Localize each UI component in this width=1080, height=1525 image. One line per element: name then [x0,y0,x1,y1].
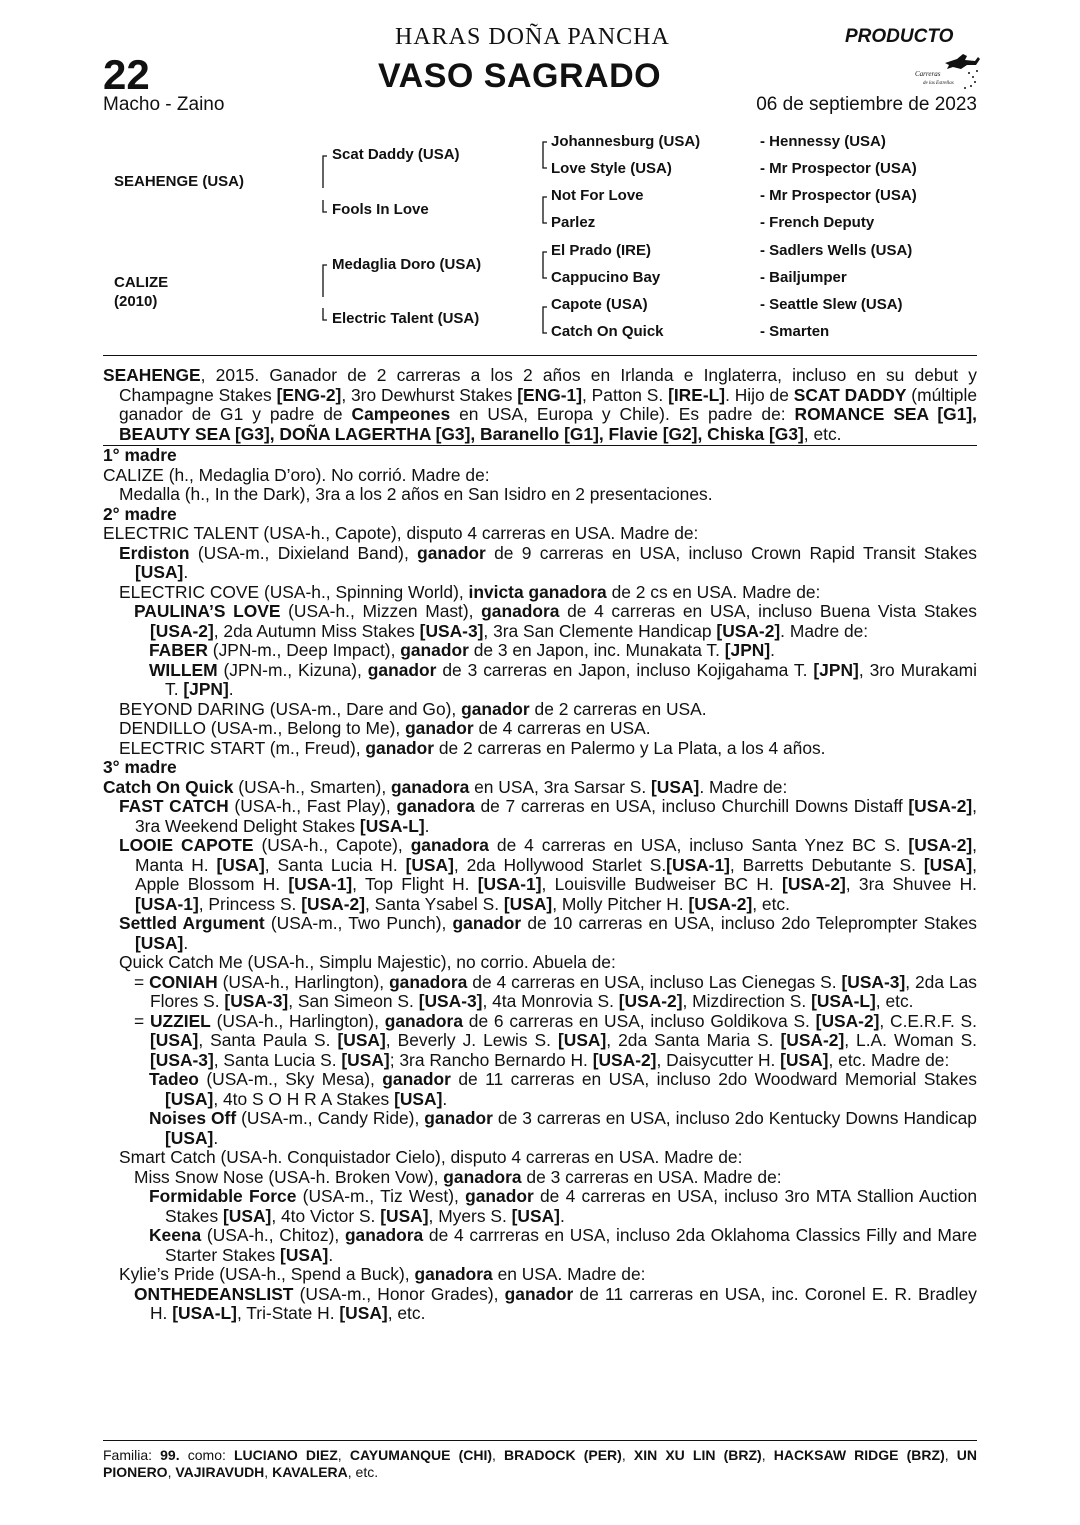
bold-text: LUCIANO DIEZ [234,1447,338,1463]
bold-text: VAJIRAVUDH [175,1464,265,1480]
bold-text: ganador [461,698,530,719]
bold-text: XIN XU LIN (BRZ) [633,1447,762,1463]
bold-text: UZZIEL [149,1010,211,1031]
bold-text: [USA] [165,1127,214,1148]
bold-text: [USA-2] [908,835,973,855]
progeny-entry: ELECTRIC COVE (USA-h., Spinning World), invicta ganadora de 2 cs en USA. Madre de: [119,581,821,602]
bold-text: ganadora [391,776,470,797]
bold-text: HACKSAW RIDGE (BRZ) [773,1447,945,1463]
pedigree-gen3-6: Cappucino Bay [551,269,661,286]
pedigree-gen3-7: Capote (USA) [551,296,648,313]
pedigree-gen2-4: Electric Talent (USA) [332,310,480,327]
progeny-entry: Catch On Quick (USA-h., Smarten), ganadora en USA, 3ra Sarsar S. [USA]. Madre de: [103,776,788,797]
pedigree-gen4-7: - Seattle Slew (USA) [760,296,903,313]
progeny-entry: Tadeo (USA-m., Sky Mesa), ganador de 11 carreras en USA, incluso 2do Woodward Memorial Stakes [USA], 4to S O H R A Stakes [USA]. [149,1069,977,1109]
haras-name: HARAS DOÑA PANCHA [395,24,670,50]
catalog-body [103,366,977,1324]
bold-text: [ENG-1] [517,384,582,405]
bold-text: Campeones [351,404,451,424]
progeny-entry: Keena (USA-h., Chitoz), ganadora de 4 carrreras en USA, incluso 2da Oklahoma Classics Filly and Mare Starter Stakes [USA]. [149,1225,977,1265]
progeny-entry: Miss Snow Nose (USA-h. Broken Vow), ganadora de 3 carreras en USA. Madre de: [134,1166,782,1187]
bold-text: [USA-2] [688,893,753,914]
progeny-entry: Formidable Force (USA-m., Tiz West), ganador de 4 carreras en USA, incluso 3ro MTA Stallion Auction Stakes [USA], 4to Victor S. [USA], Myers S. [USA]. [149,1186,977,1226]
bold-text: ROMANCE SEA [G1], BEAUTY SEA [G3], DOÑA LAGERTHA [G3], Baranello [G1], Flavie [G2], Chiska [G3] [119,404,977,444]
bold-text: ganador [452,913,522,933]
progeny-entry: LOOIE CAPOTE (USA-h., Capote), ganadora de 4 carreras en USA, incluso Santa Ynez BC S. [USA-2], Manta H. [USA], Santa Lucia H. [USA], 2da Hollywood Starlet S.[USA-1], Barretts Debutante S. [USA], Apple Blossom H. [USA-1], Top Flight H. [USA-1], Louisville Budweiser BC H. [USA-2], 3ra Shuvee H. [USA-1], Princess S. [USA-2], Santa Ysabel S. [USA], Molly Pitcher H. [USA-2], etc. [119,835,978,914]
bold-text: [USA-2] [780,1030,845,1050]
pedigree-gen4-3: - Mr Prospector (USA) [760,187,917,204]
bold-text: ganador [400,640,469,660]
female-family [103,446,977,1324]
bold-text: [USA-L] [359,815,425,836]
bold-text: [USA-2] [782,874,846,894]
progeny-entry: Quick Catch Me (USA-h., Simplu Majestic), no corrio. Abuela de: [119,952,616,972]
family-footer: Familia: 99. como: LUCIANO DIEZ, CAYUMANQUE (CHI), BRADOCK (PER), XIN XU LIN (BRZ), HACKSAW RIDGE (BRZ), UN PIONERO, VAJIRAVUDH, KAVALERA, etc. [103,1447,978,1480]
bold-text: Catch On Quick [103,776,234,797]
pedigree-gen3-2: Love Style (USA) [551,160,672,177]
bold-text: [USA] [337,1030,386,1050]
bold-text: [USA-3] [419,620,484,641]
pedigree-gen2-3: Medaglia Doro (USA) [332,256,482,273]
progeny-entry: = CONIAH (USA-h., Harlington), ganadora de 4 carreras en USA, incluso Las Cienegas S. [USA-3], 2da Las Flores S. [USA-3], San Simeon S. [USA-3], 4ta Monrovia S. [USA-2], Mizdirection S. [USA-L], etc. [134,971,977,1011]
logo-text-1: Carreras [915,70,941,78]
progeny-entry: ONTHEDEANSLIST (USA-m., Honor Grades), ganador de 11 carreras en USA, inc. Coronel E. R. Bradley H. [USA-L], Tri-State H. [USA], etc. [134,1283,977,1323]
bold-text: Settled Argument [119,913,265,933]
progeny-entry: DENDILLO (USA-m., Belong to Me), ganador de 4 carreras en USA. [119,718,651,738]
bold-text: [USA] [135,932,184,953]
bold-text: KAVALERA [272,1464,348,1480]
logo-text-2: de las Estrellas [923,81,954,86]
bold-text: [JPN] [724,640,771,660]
pedigree-gen4-6: - Bailjumper [760,269,847,286]
bold-text: ganadora [396,796,475,816]
bold-text: ganador [417,542,486,563]
bold-text: [USA-2] [150,620,214,641]
pedigree-gen3-3: Not For Love [551,187,644,204]
progeny-entry: Erdiston (USA-m., Dixieland Band), ganador de 9 carreras en USA, incluso Crown Rapid Transit Stakes [USA]. [119,542,977,582]
bold-text: ganadora [443,1166,522,1187]
pedigree-gen4-4: - French Deputy [760,214,875,231]
bold-text: ganador [382,1069,451,1089]
bold-text: [USA] [405,854,454,875]
bold-text: [USA] [216,854,265,875]
divider-bottom [103,1440,977,1441]
bold-text: [USA] [511,1205,560,1226]
bold-text: [USA-2] [618,991,683,1011]
progeny-entry: Medalla (h., In the Dark), 3ra a los 2 años en San Isidro en 2 presentaciones. [119,484,713,504]
bold-text: ONTHEDEANSLIST [134,1283,294,1304]
bold-text: Tadeo [149,1069,199,1089]
bold-text: ganadora [389,971,468,992]
bold-text: [USA] [394,1088,443,1109]
bold-text: ganador [424,1108,493,1128]
bold-text: WILLEM [149,659,218,680]
bold-text: [USA] [135,562,184,582]
bold-text: ganador [405,718,474,738]
bold-text: [USA] [341,1049,390,1070]
bold-text: FABER [149,640,208,660]
lot-number: 22 [103,51,150,98]
pedigree-gen4-5: - Sadlers Wells (USA) [760,242,913,259]
bold-text: FAST CATCH [119,796,229,816]
bold-text: [USA] [165,1088,214,1109]
sire-paragraph: SEAHENGE, 2015. Ganador de 2 carreras a los 2 años en Irlanda e Inglaterra, incluso en su debut y Champagne Stakes [ENG-2], 3ro Dewhurst Stakes [ENG-1], Patton S. [IRE-L]. Hijo de SCAT DADDY (múltiple ganador de G1 y padre de Campeones en USA, Europa y Chile). Es padre de: ROMANCE SEA [G1], BEAUTY SEA [G3], DOÑA LAGERTHA [G3], Baranello [G1], Flavie [G2], Chiska [G3], etc. [103,365,978,444]
pedigree-gen2-2: Fools In Love [332,201,429,218]
bold-text: CONIAH [149,971,218,992]
bold-text: ganadora [410,835,489,855]
bold-text: [JPN] [183,679,229,699]
bold-text: 99. [160,1447,180,1463]
pedigree-dam-name: CALIZE [114,274,169,291]
progeny-entry: FAST CATCH (USA-h., Fast Play), ganadora de 7 carreras en USA, incluso Churchill Downs Distaff [USA-2], 3ra Weekend Delight Stakes [USA-L]. [119,796,977,836]
bold-text: [ENG-2] [276,384,342,405]
horse-name: VASO SAGRADO [378,57,662,95]
bold-text: PAULINA’S LOVE [134,601,281,621]
progeny-entry: Smart Catch (USA-h. Conquistador Cielo), disputo 4 carreras en USA. Madre de: [119,1147,743,1167]
bold-text: ganador [367,659,437,680]
product-badge: PRODUCTO [845,26,954,47]
pedigree-sire: SEAHENGE (USA) [114,173,245,190]
bold-text: [USA] [780,1049,829,1070]
pedigree-gen3-4: Parlez [551,214,596,231]
section-heading: 2° madre [103,503,177,524]
pedigree-gen3-1: Johannesburg (USA) [551,133,701,150]
bold-text: SCAT DADDY [793,384,907,405]
progeny-entry: ELECTRIC START (m., Freud), ganador de 2 carreras en Palermo y La Plata, a los 4 años. [119,737,826,758]
pedigree-gen3-8: Catch On Quick [551,323,664,340]
bold-text: [USA] [503,893,553,914]
bold-text: [JPN] [813,659,859,680]
section-heading: 3° madre [103,757,177,777]
progeny-entry: BEYOND DARING (USA-m., Dare and Go), ganador de 2 carreras en USA. [119,698,707,719]
pedigree-gen2-1: Scat Daddy (USA) [332,146,460,163]
bold-text: ganador [365,737,435,758]
bold-text: Formidable Force [149,1186,297,1206]
bold-text: [USA-1] [135,893,199,914]
bold-text: [USA] [923,854,973,875]
bold-text: [USA] [280,1244,329,1265]
progeny-entry: Settled Argument (USA-m., Two Punch), ganador de 10 carreras en USA, incluso 2do Teleprompter Stakes [USA]. [119,913,977,953]
section-heading: 1° madre [103,445,177,465]
progeny-entry: = UZZIEL (USA-h., Harlington), ganadora de 6 carreras en USA, incluso Goldikova S. [USA-2], C.E.R.F. S. [USA], Santa Paula S. [USA], Beverly J. Lewis S. [USA], 2da Santa Maria S. [USA-2], L.A. Woman S. [USA-3], Santa Lucia S. [USA]; 3ra Rancho Bernardo H. [USA-2], Daisycutter H. [USA], etc. Madre de: [134,1010,978,1070]
bold-text: [USA] [339,1303,388,1323]
pedigree-dam [114,273,168,311]
progeny-entry: Noises Off (USA-m., Candy Ride), ganador de 3 carreras en USA, incluso 2do Kentucky Downs Handicap [USA]. [149,1108,977,1148]
bold-text: [USA-1] [288,874,353,894]
progeny-entry: CALIZE (h., Medaglia D’oro). No corrió. Madre de: [103,464,490,485]
bold-text: [USA-3] [224,991,289,1011]
bold-text: [USA] [651,776,700,797]
bold-text: [USA-3] [418,991,483,1011]
bold-text: BRADOCK (PER) [504,1447,622,1463]
bold-text: [USA-1] [666,854,730,875]
sex-coat: Macho - Zaino [103,94,225,115]
bold-text: ganador [504,1283,574,1304]
bold-text: UN PIONERO [103,1447,978,1480]
pedigree-gen3-5: El Prado (IRE) [551,242,652,259]
pedigree-gen4-2: - Mr Prospector (USA) [760,160,917,177]
bold-text: ganadora [344,1225,424,1245]
bold-text: [USA-3] [150,1049,214,1070]
progeny-entry: PAULINA’S LOVE (USA-h., Mizzen Mast), ganadora de 4 carreras en USA, incluso Buena Vista Stakes [USA-2], 2da Autumn Miss Stakes [USA-3], 3ra San Clemente Handicap [USA-2]. Madre de: [134,601,977,641]
bold-text: ganadora [481,601,560,621]
carreras-logo-icon [905,51,981,91]
pedigree-gen4-8: - Smarten [760,323,830,340]
bold-text: CAYUMANQUE (CHI) [349,1447,492,1463]
progeny-entry: FABER (JPN-m., Deep Impact), ganador de 3 en Japon, inc. Munakata T. [JPN]. [149,640,776,660]
bold-text: [USA-2] [815,1010,880,1031]
pedigree-gen4-1: - Hennessy (USA) [760,133,886,150]
bold-text: [USA] [380,1205,429,1226]
bold-text: [USA-2] [908,796,973,816]
bold-text: [USA-2] [301,893,365,914]
bold-text: [USA-2] [592,1049,657,1070]
bold-text: [USA-1] [477,874,542,894]
bold-text: Erdiston [119,542,190,563]
bold-text: [USA] [557,1030,607,1050]
bold-text: LOOIE CAPOTE [119,835,254,855]
bold-text: ganadora [414,1264,493,1284]
bold-text: [USA-L] [172,1303,237,1323]
bold-text: ganador [465,1186,534,1206]
progeny-entry: ELECTRIC TALENT (USA-h., Capote), disputo 4 carreras en USA. Madre de: [103,523,699,543]
bold-text: [USA-2] [716,620,781,641]
birth-date: 06 de septiembre de 2023 [756,94,977,115]
bold-text: [IRE-L] [668,384,726,405]
progeny-entry: WILLEM (JPN-m., Kizuna), ganador de 3 carreras en Japon, incluso Kojigahama T. [JPN], 3ro Murakami T. [JPN]. [149,659,977,699]
bold-text: [USA-L] [811,991,876,1011]
bold-text: [USA] [223,1205,272,1226]
bold-text: [USA-3] [841,971,906,992]
bold-text: ganadora [384,1010,463,1031]
pedigree-dam-year: (2010) [114,293,158,310]
bold-text: Noises Off [149,1108,237,1128]
bold-text: invicta ganadora [468,581,607,602]
progeny-entry: Kylie’s Pride (USA-h., Spend a Buck), ganadora en USA. Madre de: [119,1264,646,1284]
bold-text: Keena [149,1225,202,1245]
divider-top [103,355,977,356]
bold-text: [USA] [150,1030,199,1050]
bold-text: SEAHENGE [103,365,201,385]
